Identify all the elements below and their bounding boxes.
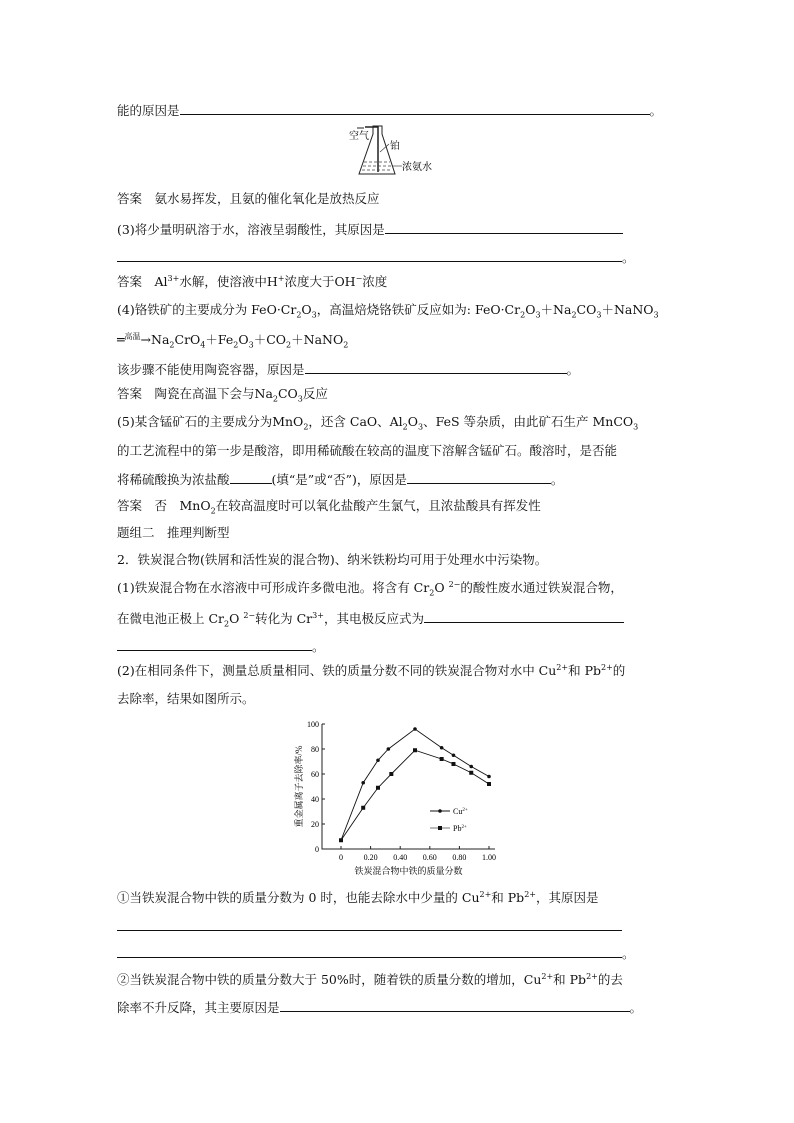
text-line: [117, 414, 638, 430]
subscript: 2: [286, 340, 292, 350]
supscript: 2−: [243, 610, 256, 620]
data-point-cu: [361, 781, 365, 785]
supscript: 2−: [448, 579, 461, 589]
y-axis-label: 重金属离子去除率/%: [294, 745, 304, 828]
subscript: 3: [653, 310, 659, 320]
supscript: 2+: [524, 889, 536, 899]
supscript: 2+: [479, 889, 492, 899]
y-tick-label: 0: [315, 845, 319, 854]
text-segment: O: [525, 302, 536, 317]
subscript: 4: [200, 340, 206, 350]
text-line: [117, 580, 623, 596]
subscript: 3: [596, 310, 602, 320]
legend-label: [453, 824, 467, 833]
text-line: [117, 663, 625, 679]
answer-blank[interactable]: [180, 102, 650, 115]
legend-marker: [438, 809, 442, 813]
text-line: [117, 221, 623, 238]
removal-rate-chart: [290, 712, 510, 882]
text-segment: 和 Pb: [568, 663, 601, 678]
answer-blank[interactable]: [424, 610, 624, 623]
legend-charge: 2+: [461, 825, 467, 830]
apparatus-figure: [345, 122, 432, 182]
subscript: 2: [210, 506, 216, 516]
text-segment: 的酸性废水通过铁炭混合物，: [460, 580, 623, 595]
text-line: [117, 525, 230, 541]
text-segment: 该步骤不能使用陶瓷容器，原因是: [117, 362, 305, 377]
text-segment: ＋NaNO: [601, 302, 654, 317]
legend-marker: [438, 826, 442, 830]
text-line: [117, 386, 328, 402]
data-point-pb: [361, 806, 365, 810]
text-segment: 反应: [302, 386, 328, 401]
subscript: 2: [343, 340, 349, 350]
text-segment: 。: [622, 946, 635, 961]
text-segment: 将稀硫酸换为浓盐酸: [117, 472, 230, 487]
text-line: [117, 361, 579, 378]
text-segment: 2．铁炭混合物(铁屑和活性炭的混合物)、纳米铁粉均可用于处理水中污染物。: [117, 552, 548, 567]
text-segment: 的去: [597, 972, 623, 987]
answer-blank[interactable]: [385, 221, 623, 234]
data-point-pb: [469, 771, 473, 775]
x-tick-label: 1.00: [482, 853, 496, 862]
text-line: [117, 191, 380, 207]
x-tick-label: 0: [339, 853, 343, 862]
text-segment: O: [434, 580, 449, 595]
y-tick-label: 40: [311, 795, 319, 804]
text-segment: (2)在相同条件下，测量总质量相同、铁的质量分数不同的铁炭混合物对水中 Cu: [117, 663, 557, 678]
text-segment: O: [229, 611, 244, 626]
answer-blank[interactable]: [117, 638, 312, 651]
text-line: [117, 498, 541, 514]
text-segment: 浓度大于OH: [284, 274, 356, 289]
subscript: 2: [303, 422, 309, 432]
text-line: [117, 610, 624, 627]
text-segment: ═: [117, 332, 125, 347]
text-segment: 题组二 推理判断型: [117, 525, 230, 540]
text-segment: ＋CO: [253, 332, 287, 347]
data-point-cu: [413, 727, 417, 731]
answer-blank[interactable]: [280, 999, 630, 1012]
text-line: [117, 302, 659, 318]
answer-blank[interactable]: [117, 918, 622, 931]
text-segment: 答案 氨水易挥发，且氨的催化氧化是放热反应: [117, 191, 380, 206]
y-tick-label: 100: [307, 720, 319, 729]
text-segment: 的: [612, 663, 626, 678]
answer-blank[interactable]: [407, 471, 551, 484]
text-segment: 和 Pb: [553, 972, 587, 987]
text-segment: 能的原因是: [117, 103, 180, 118]
platinum-label: 铂: [390, 141, 400, 152]
text-line: [117, 945, 635, 962]
text-line: [117, 999, 642, 1016]
data-point-pb: [376, 786, 380, 790]
text-line: [117, 638, 325, 655]
text-segment: (5)某含锰矿石的主要成分为MnO: [117, 414, 304, 429]
supscript: 2+: [541, 971, 554, 981]
text-segment: 在微电池正极上 Cr: [117, 611, 225, 626]
supscript: 高温: [124, 331, 141, 341]
legend-charge: 2+: [462, 808, 468, 813]
subscript: 2: [272, 394, 278, 404]
text-segment: ，还含 CaO、Al: [308, 414, 403, 429]
text-line: [117, 691, 255, 707]
text-segment: CO: [576, 302, 597, 317]
legend-label: [453, 807, 468, 816]
data-point-cu: [376, 758, 380, 762]
y-tick-label: 80: [311, 745, 319, 754]
data-point-pb: [440, 757, 444, 761]
text-segment: 水解，使溶液中H: [179, 274, 278, 289]
text-segment: 。: [622, 250, 635, 265]
subscript: 2: [224, 619, 230, 629]
subscript: 3: [535, 310, 541, 320]
supscript: −: [355, 273, 363, 283]
text-line: [117, 918, 622, 935]
text-segment: ①当铁炭混合物中铁的质量分数为 0 时，也能去除水中少量的 Cu: [117, 890, 480, 905]
text-segment: ，其电极反应式为: [323, 611, 424, 626]
text-segment: →Na: [140, 332, 170, 347]
text-segment: O: [301, 302, 312, 317]
data-point-cu: [487, 775, 491, 779]
x-tick-label: 0.20: [363, 853, 378, 862]
subscript: 2: [296, 310, 302, 320]
text-segment: ＋Na: [540, 302, 572, 317]
text-segment: CO: [277, 386, 298, 401]
data-point-cu: [387, 747, 391, 751]
text-segment: 答案 否 MnO: [117, 498, 211, 513]
data-point-cu: [469, 765, 473, 769]
air-label: 空气: [349, 131, 369, 142]
supscript: 3+: [167, 273, 180, 283]
text-segment: 的工艺流程中的第一步是酸溶，即用稀硫酸在较高的温度下溶解含锰矿石。酸溶时，是否能: [117, 443, 618, 458]
text-segment: 转化为 Cr: [255, 611, 313, 626]
data-point-pb: [487, 782, 491, 786]
subscript: 3: [633, 422, 639, 432]
subscript: 2: [429, 588, 435, 598]
text-line: [117, 274, 387, 290]
answer-blank[interactable]: [117, 945, 622, 958]
subscript: 3: [248, 340, 254, 350]
supscript: +: [277, 273, 285, 283]
text-segment: 答案 陶瓷在高温下会与Na: [117, 386, 273, 401]
text-segment: 、FeS 等杂质，由此矿石生产 MnCO: [423, 414, 634, 429]
x-tick-label: 0.40: [393, 853, 408, 862]
text-segment: 。: [629, 1000, 643, 1015]
text-segment: 。: [566, 362, 580, 377]
text-segment: CrO: [174, 332, 201, 347]
text-segment: O: [407, 414, 419, 429]
supscript: 2+: [556, 662, 569, 672]
answer-blank[interactable]: [230, 471, 272, 484]
text-segment: 除率不升反降，其主要原因是: [117, 1000, 280, 1015]
text-line: [117, 552, 547, 568]
text-segment: ＋Fe: [205, 332, 234, 347]
x-axis-label: 铁炭混合物中铁的质量分数: [354, 866, 463, 876]
text-line: [117, 890, 599, 906]
subscript: 3: [418, 422, 424, 432]
text-line: [117, 972, 623, 988]
x-tick-label: 0.80: [452, 853, 467, 862]
data-point-pb: [389, 772, 393, 776]
series-line-cu: [341, 729, 489, 840]
x-tick-label: 0.60: [422, 853, 437, 862]
subscript: 2: [233, 340, 239, 350]
subscript: 3: [311, 310, 317, 320]
subscript: 2: [402, 422, 408, 432]
text-line: [117, 332, 348, 348]
data-point-pb: [413, 748, 417, 752]
legend-name: Pb: [453, 824, 462, 833]
answer-blank[interactable]: [117, 249, 622, 262]
text-line: [117, 443, 617, 459]
text-segment: ，其原因是: [535, 890, 599, 905]
text-segment: 浓度: [362, 274, 388, 289]
data-point-cu: [440, 746, 444, 750]
supscript: 2+: [600, 662, 613, 672]
text-segment: ，高温焙烧铬铁矿反应如为: FeO·Cr: [316, 302, 521, 317]
text-segment: 去除率，结果如图所示。: [117, 691, 255, 706]
text-segment: 和 Pb: [491, 890, 525, 905]
text-segment: (1)铁炭混合物在水溶液中可形成许多微电池。将含有 Cr: [117, 580, 430, 595]
text-segment: (填“是”或“否”)，原因是: [271, 472, 407, 487]
text-segment: 在较高温度时可以氧化盐酸产生氯气，且浓盐酸具有挥发性: [215, 498, 541, 513]
text-segment: (4)铬铁矿的主要成分为 FeO·Cr: [117, 302, 297, 317]
subscript: 2: [520, 310, 526, 320]
text-segment: (3)将少量明矾溶于水，溶液呈弱酸性，其原因是: [117, 222, 385, 237]
subscript: 2: [169, 340, 175, 350]
y-tick-label: 20: [311, 820, 319, 829]
text-segment: O: [238, 332, 249, 347]
text-line: [117, 471, 563, 488]
supscript: 3+: [312, 610, 324, 620]
text-line: [117, 249, 635, 266]
data-point-pb: [339, 838, 343, 842]
text-segment: 。: [550, 472, 564, 487]
text-segment: 。: [312, 639, 325, 654]
data-point-cu: [452, 753, 456, 757]
subscript: 3: [297, 394, 303, 404]
text-segment: 答案 Al: [117, 274, 168, 289]
y-tick-label: 60: [311, 770, 319, 779]
text-segment: ＋NaNO: [291, 332, 344, 347]
answer-blank[interactable]: [305, 361, 567, 374]
data-point-pb: [451, 762, 455, 766]
ammonia-label: 浓氨水: [402, 162, 432, 173]
subscript: 2: [571, 310, 577, 320]
text-segment: 。: [649, 103, 663, 118]
legend-name: Cu: [453, 807, 463, 816]
supscript: 2+: [586, 971, 598, 981]
text-line: [117, 102, 662, 119]
text-segment: ②当铁炭混合物中铁的质量分数大于 50%时，随着铁的质量分数的增加，Cu: [117, 972, 542, 987]
